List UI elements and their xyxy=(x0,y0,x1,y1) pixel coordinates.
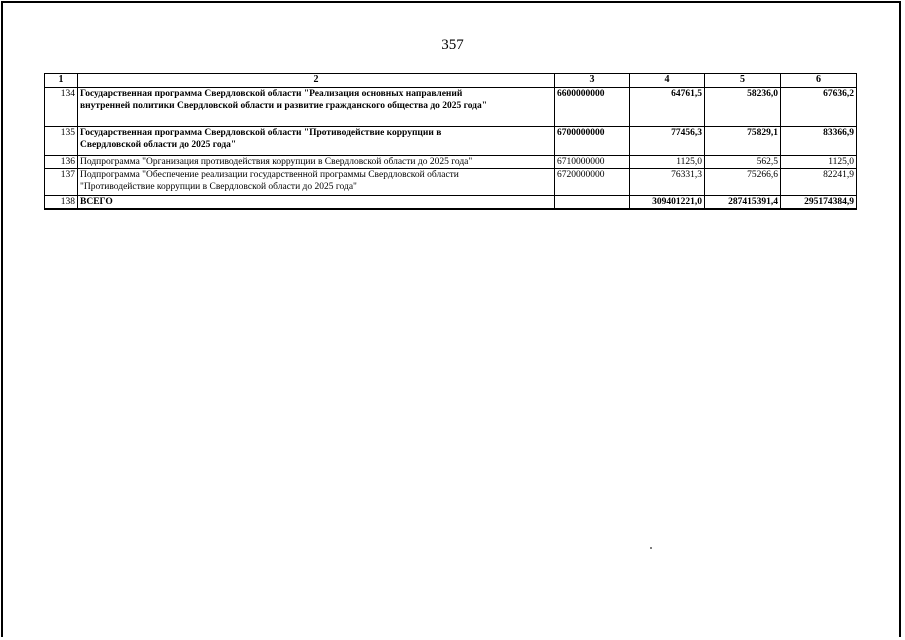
page-number: 357 xyxy=(441,37,464,53)
row-value-4: 77456,3 xyxy=(630,127,705,156)
row-name: Государственная программа Свердловской области "Реализация основных направлений внутренней политики Свердловской области и развитие гражданского общества до 2025 года" xyxy=(78,88,555,127)
row-value-5: 287415391,4 xyxy=(705,196,781,210)
row-name: Государственная программа Свердловской области "Противодействие коррупции в Свердловской области до 2025 года" xyxy=(78,127,555,156)
row-code: 6710000000 xyxy=(555,156,630,169)
row-index: 137 xyxy=(45,169,78,196)
column-header: 1 xyxy=(45,74,78,88)
table-row xyxy=(45,88,857,127)
row-value-5: 562,5 xyxy=(705,156,781,169)
row-index: 138 xyxy=(45,196,78,210)
row-code: 6600000000 xyxy=(555,88,630,127)
row-index: 134 xyxy=(45,88,78,127)
column-header: 2 xyxy=(78,74,555,88)
row-index: 136 xyxy=(45,156,78,169)
row-value-5: 58236,0 xyxy=(705,88,781,127)
table-row xyxy=(45,169,857,196)
budget-table xyxy=(44,73,857,210)
table-row xyxy=(45,127,857,156)
row-value-5: 75829,1 xyxy=(705,127,781,156)
row-value-4: 64761,5 xyxy=(630,88,705,127)
row-value-6: 67636,2 xyxy=(781,88,857,127)
row-name: ВСЕГО xyxy=(78,196,555,210)
row-value-6: 83366,9 xyxy=(781,127,857,156)
scan-speck xyxy=(650,547,652,549)
row-code: 6700000000 xyxy=(555,127,630,156)
column-header: 3 xyxy=(555,74,630,88)
row-value-4: 76331,3 xyxy=(630,169,705,196)
row-name: Подпрограмма "Обеспечение реализации государственной программы Свердловской области "Противодействие коррупции в Свердловской области до 2025 года" xyxy=(78,169,555,196)
column-header: 4 xyxy=(630,74,705,88)
column-header: 5 xyxy=(705,74,781,88)
table-row xyxy=(45,156,857,169)
row-name: Подпрограмма "Организация противодействия коррупции в Свердловской области до 2025 года" xyxy=(78,156,555,169)
row-code xyxy=(555,196,630,210)
row-code: 6720000000 xyxy=(555,169,630,196)
table-row-total xyxy=(45,196,857,210)
row-value-6: 295174384,9 xyxy=(781,196,857,210)
row-value-4: 1125,0 xyxy=(630,156,705,169)
row-value-4: 309401221,0 xyxy=(630,196,705,210)
row-value-6: 82241,9 xyxy=(781,169,857,196)
table-header-row xyxy=(45,74,857,88)
row-value-6: 1125,0 xyxy=(781,156,857,169)
column-header: 6 xyxy=(781,74,857,88)
row-value-5: 75266,6 xyxy=(705,169,781,196)
row-index: 135 xyxy=(45,127,78,156)
